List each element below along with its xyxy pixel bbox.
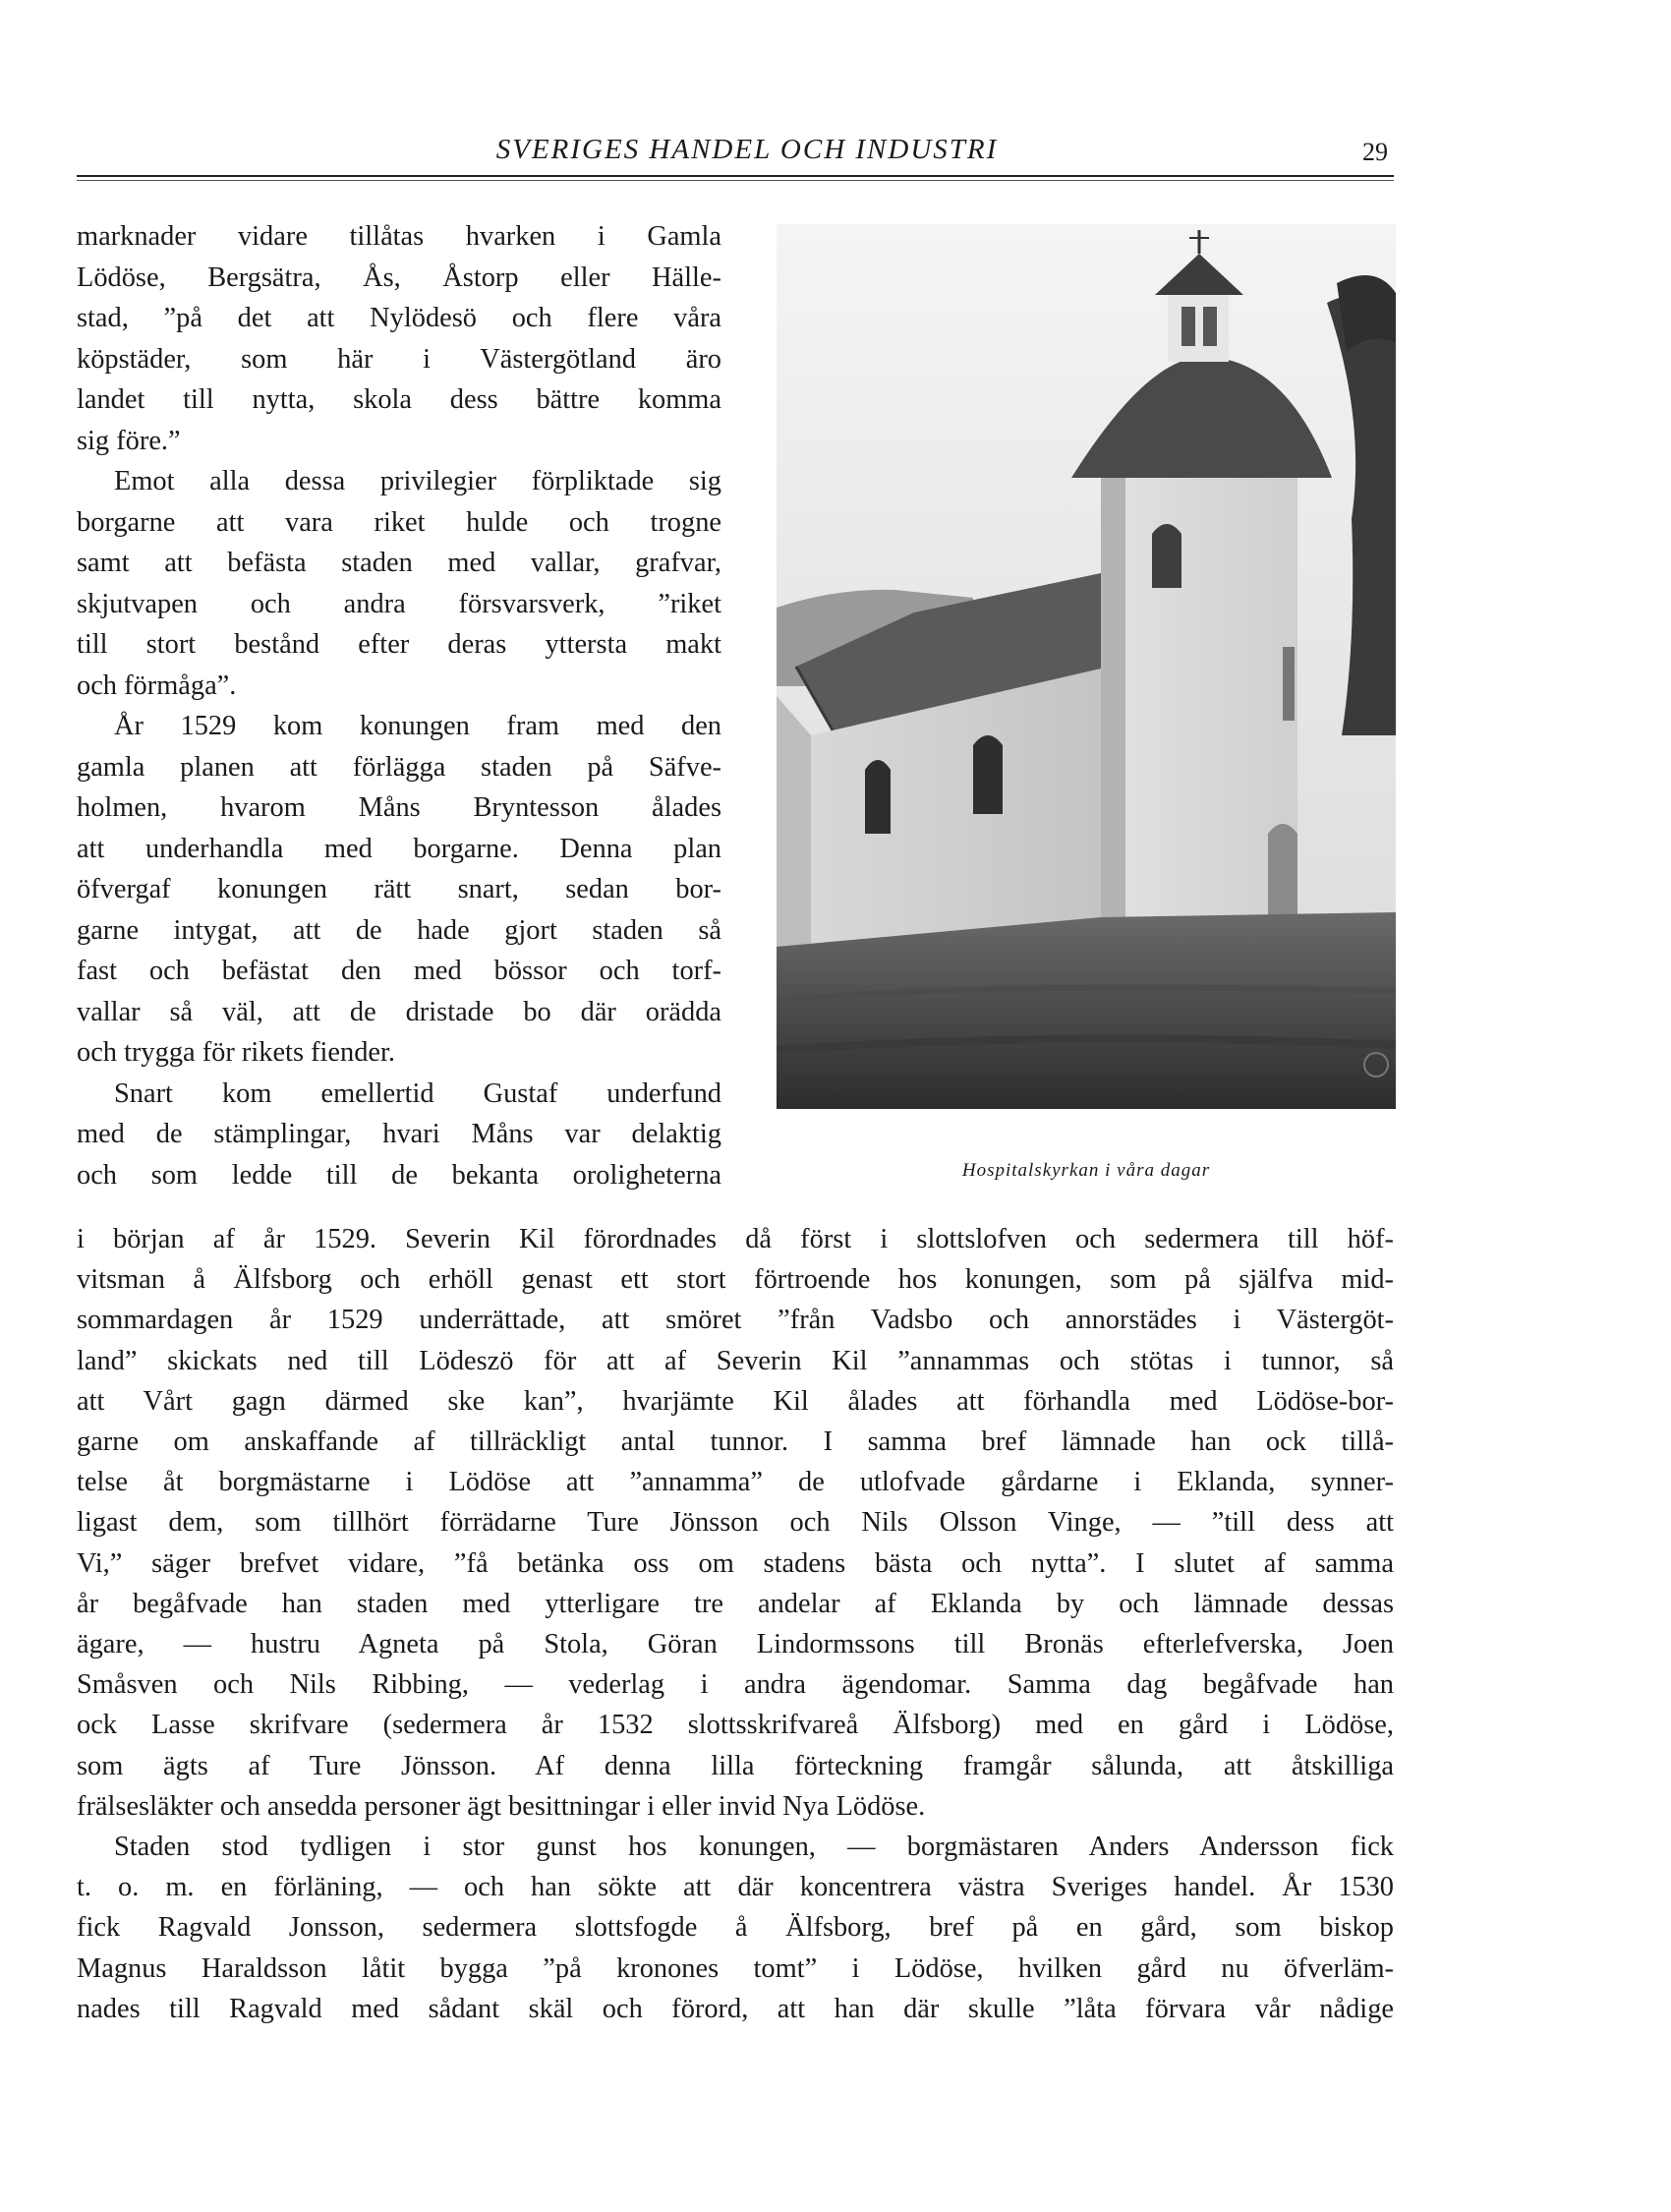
text-line: landet till nytta, skola dess bättre komma [77, 384, 721, 415]
text-line: Emot alla dessa privilegier förpliktade sig [114, 466, 721, 496]
text-line: och som ledde till de bekanta oroligheterna [77, 1159, 721, 1191]
text-line: sig före.” [77, 425, 181, 456]
text-full-width [77, 1219, 1394, 2029]
text-line: nades till Ragvald med sådant skäl och förord, att han där skulle ”låta förvara vår nådige [77, 1993, 1394, 2024]
text-line: Snart kom emellertid Gustaf underfund [114, 1077, 721, 1109]
text-line: samt att befästa staden med vallar, grafvar, [77, 548, 721, 578]
text-line: fick Ragvald Jonsson, sedermera slottsfogde å Älfsborg, bref på en gård, som biskop [77, 1912, 1394, 1944]
text-line: frälsesläkter och ansedda personer ägt besittningar i eller invid Nya Lödöse. [77, 1790, 926, 1822]
text-line: fast och befästat den med bössor och torf- [77, 956, 721, 986]
text-line: t. o. m. en förläning, — och han sökte att där koncentrera västra Sveriges handel. År 1530 [77, 1872, 1394, 1903]
text-line: land” skickats ned till Lödeszö för att af Severin Kil ”annammas och stötas i tunnor, så [77, 1345, 1394, 1376]
text-line: Staden stod tydligen i stor gunst hos konungen, — borgmästaren Anders Andersson fick [114, 1832, 1394, 1863]
header-rule-thin [77, 180, 1394, 181]
text-line: med de stämplingar, hvari Måns var delaktig [77, 1119, 721, 1149]
header-rule [77, 175, 1394, 177]
text-line: Lödöse, Bergsätra, Ås, Åstorp eller Hälle- [77, 262, 721, 293]
text-line: sommardagen år 1529 underrättade, att smöret ”från Vadsbo och annorstädes i Västergöt- [77, 1305, 1394, 1336]
text-line: och trygga för rikets fiender. [77, 1037, 396, 1068]
text-line: skjutvapen och andra försvarsverk, ”riket [77, 588, 721, 619]
text-line: Småsven och Nils Ribbing, — vederlag i andra ägendomar. Samma dag begåfvade han [77, 1669, 1394, 1701]
text-line: att Vårt gagn därmed ske kan”, hvarjämte Kil ålades att förhandla med Lödöse-bor- [77, 1385, 1394, 1417]
text-line: som ägts af Ture Jönsson. Af denna lilla förteckning framgår sålunda, att åtskilliga [77, 1750, 1394, 1781]
text-line: gamla planen att förlägga staden på Säfve- [77, 751, 721, 783]
text-line: till stort bestånd efter deras yttersta makt [77, 629, 721, 660]
text-line: borgarne att vara riket hulde och trogne [77, 506, 721, 538]
text-line: vitsman å Älfsborg och erhöll genast ett stort förtroende hos konungen, som på själfva mid- [77, 1264, 1394, 1296]
text-line: marknader vidare tillåtas hvarken i Gamla [77, 221, 721, 252]
text-line: Vi,” säger brefvet vidare, ”få betänka oss om stadens bästa och nytta”. I slutet af samma [77, 1547, 1394, 1579]
text-line: Magnus Haraldsson låtit bygga ”på kronones tomt” i Lödöse, hvilken gård nu öfverläm- [77, 1952, 1394, 1984]
church-illustration [777, 224, 1396, 1109]
text-line: ock Lasse skrifvare (sedermera år 1532 slottsskrifvareå Älfsborg) med en gård i Lödöse, [77, 1710, 1394, 1741]
text-line: öfvergaf konungen rätt snart, sedan bor- [77, 874, 721, 904]
text-line: År 1529 kom konungen fram med den [114, 711, 721, 741]
text-line: köpstäder, som här i Västergötland äro [77, 343, 721, 375]
running-header-title: SVERIGES HANDEL OCH INDUSTRI [495, 134, 999, 165]
photo-caption: Hospitalskyrkan i våra dagar [961, 1160, 1211, 1181]
text-line: år begåfvade han staden med ytterligare tre andelar af Eklanda by och lämnade dessas [77, 1588, 1394, 1619]
text-line: ligast dem, som tillhört förrädarne Ture Jönsson och Nils Olsson Vinge, — ”till dess att [77, 1507, 1394, 1539]
church-photo [777, 224, 1396, 1109]
text-line: holmen, hvarom Måns Bryntesson ålades [77, 792, 721, 823]
text-column [77, 216, 721, 1195]
text-line: att underhandla med borgarne. Denna plan [77, 833, 721, 864]
text-line: ägare, — hustru Agneta på Stola, Göran Lindormssons till Bronäs efterlefverska, Joen [77, 1629, 1394, 1660]
text-line: i början af år 1529. Severin Kil förordnades då först i slottslofven och sedermera till höf- [77, 1224, 1394, 1254]
text-line: garne om anskaffande af tillräckligt antal tunnor. I samma bref lämnade han ock tillå- [77, 1426, 1394, 1458]
text-line: telse åt borgmästarne i Lödöse att ”annamma” de utlofvade gårdarne i Eklanda, synner- [77, 1467, 1394, 1498]
text-line: garne intygat, att de hade gjort staden så [77, 914, 721, 946]
text-line: stad, ”på det att Nylödesö och flere våra [77, 303, 721, 333]
text-line: och förmåga”. [77, 669, 237, 701]
text-line: vallar så väl, att de dristade bo där orädda [77, 996, 721, 1027]
page-number: 29 [1362, 138, 1388, 166]
